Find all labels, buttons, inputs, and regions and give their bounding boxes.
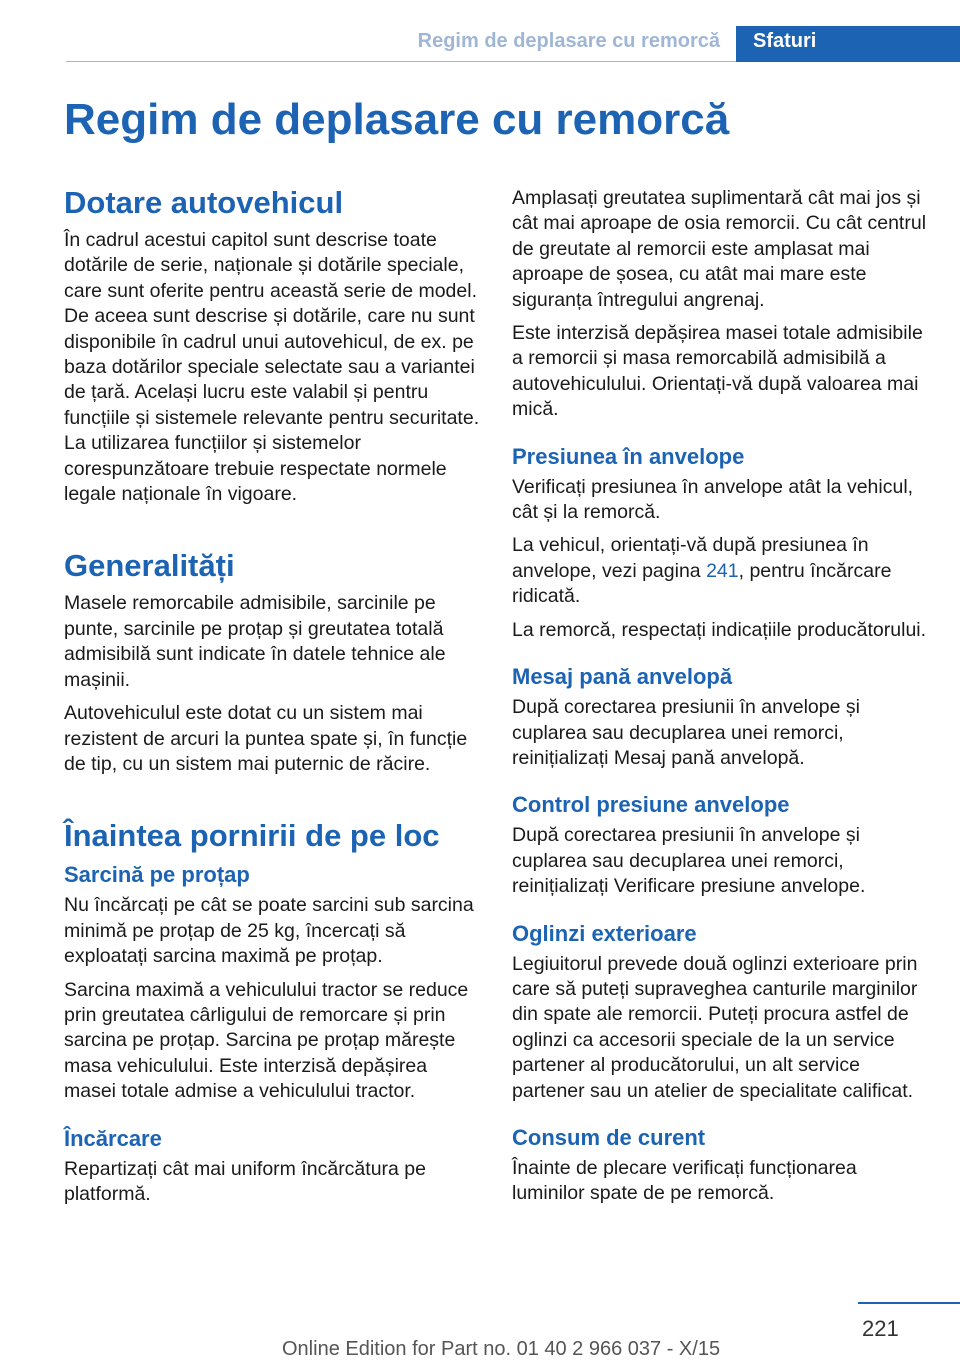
page-number: 221 — [862, 1316, 899, 1341]
presiunea-text-after: , pentru încărcare ridicată. — [512, 559, 892, 608]
paragraph-generalitati-1: Masele remorcabile admisibile, sarcinile pe punte, sarcinile pe proțap și greutatea totală admisibilă sunt indicate în datele tehnice ale mașinii. — [64, 592, 446, 691]
heading-generalitati: Generalități — [64, 548, 235, 584]
paragraph-control: După corectarea presiunii în anvelope și cuplarea sau decuplarea unei remorci, reinițializați Verificare presiune anvelope. — [512, 824, 866, 898]
heading-oglinzi: Oglinzi exterioare — [512, 920, 697, 946]
heading-incarcare: Încărcare — [64, 1125, 162, 1151]
right-column — [512, 186, 932, 1215]
paragraph-incarcare-3: Este interzisă depășirea masei totale admisibile a remorcii și masa remorcabilă admisibilă a autovehiculului. Orientați-vă după valoarea mai mică. — [512, 322, 923, 421]
paragraph-oglinzi: Legiuitorul prevede două oglinzi exterioare prin care să puteți supraveghea canturile marginilor din spate ale remorcii. Puteți procura astfel de oglinzi ca accesorii speciale de la un service partener al producătorului, un alt service partener sau un atelier de specialitate calificat. — [512, 952, 918, 1102]
heading-presiunea: Presiunea în anvelope — [512, 443, 745, 469]
footer-rule — [858, 1302, 960, 1304]
paragraph-incarcare-2: Amplasați greutatea suplimentară cât mai jos și cât mai aproape de osia remorcii. Cu cât centrul de greutate al remorcii este amplasat mai aproape de șosea, cu atât mai mare este siguranța întregului angrenaj. — [512, 187, 927, 311]
paragraph-sarcina-1: Nu încărcați pe cât se poate sarcini sub sarcina minimă pe proțap de 25 kg, încercați să exploatați sarcina maximă pe proțap. — [64, 894, 474, 968]
paragraph-incarcare-1: Repartizați cât mai uniform încărcătura pe platformă. — [64, 1157, 426, 1205]
paragraph-generalitati-2: Autovehiculul este dotat cu un sistem mai rezistent de arcuri la puntea spate și, în funcție de tip, cu un sistem mai puternic de răcire. — [64, 702, 468, 775]
page-title: Regim de deplasare cu remorcă — [64, 95, 730, 144]
paragraph-presiunea-1: Verificați presiunea în anvelope atât la vehicul, cât și la remorcă. — [512, 475, 914, 524]
page-header — [0, 26, 960, 62]
heading-mesaj: Mesaj pană anvelopă — [512, 664, 733, 690]
heading-consum: Consum de curent — [512, 1124, 706, 1150]
edition-footer: Online Edition for Part no. 01 40 2 966 037 - X/15 — [282, 1338, 721, 1360]
paragraph-mesaj: După corectarea presiunii în anvelope și cuplarea sau decuplarea unei remorci, reinițializați Mesaj pană anvelopă. — [512, 696, 860, 769]
running-title: Regim de deplasare cu remorcă — [417, 30, 720, 52]
heading-control: Control presiune anvelope — [512, 792, 790, 818]
page-link-241[interactable]: 241 — [706, 559, 739, 582]
paragraph-dotare: În cadrul acestui capitol sunt descrise toate dotările de serie, naționale și dotările speciale, care sunt oferite pentru această serie de model. De aceea sunt descrise și dotările, care nu sunt disponibile în cadrul unui autovehicul, de ex. pe baza dotărilor speciale selectate sau a variantei de țară. Același lucru este valabil și pentru funcțiile și sistemele relevante pentru securitate. La utilizarea funcțiilor și sistemelor corespunzătoare trebuie respectate normele legale naționale în vigoare. — [64, 229, 480, 506]
paragraph-presiunea-3: La remorcă, respectați indicațiile producătorului. — [512, 618, 927, 641]
paragraph-sarcina-2: Sarcina maximă a vehiculului tractor se reduce prin greutatea cârligului de remorcare și prin sarcina pe proțap. Sarcina pe proțap mărește masa vehiculului. Este interzisă depășirea masei totale admise a vehiculului tractor. — [64, 978, 469, 1103]
heading-sarcina: Sarcină pe proțap — [64, 862, 250, 888]
heading-inaintea: Înaintea pornirii de pe loc — [64, 818, 440, 854]
heading-dotare: Dotare autovehicul — [64, 185, 344, 220]
section-tab: Sfaturi — [736, 26, 960, 62]
presiunea-text-before: La vehicul, orientați-vă după presiunea în anvelope, vezi pagina — [512, 534, 869, 582]
paragraph-presiunea-2 — [512, 533, 932, 609]
paragraph-consum: Înainte de plecare verificați funcționarea luminilor spate de pe remorcă. — [512, 1156, 857, 1205]
left-column — [64, 186, 480, 1215]
